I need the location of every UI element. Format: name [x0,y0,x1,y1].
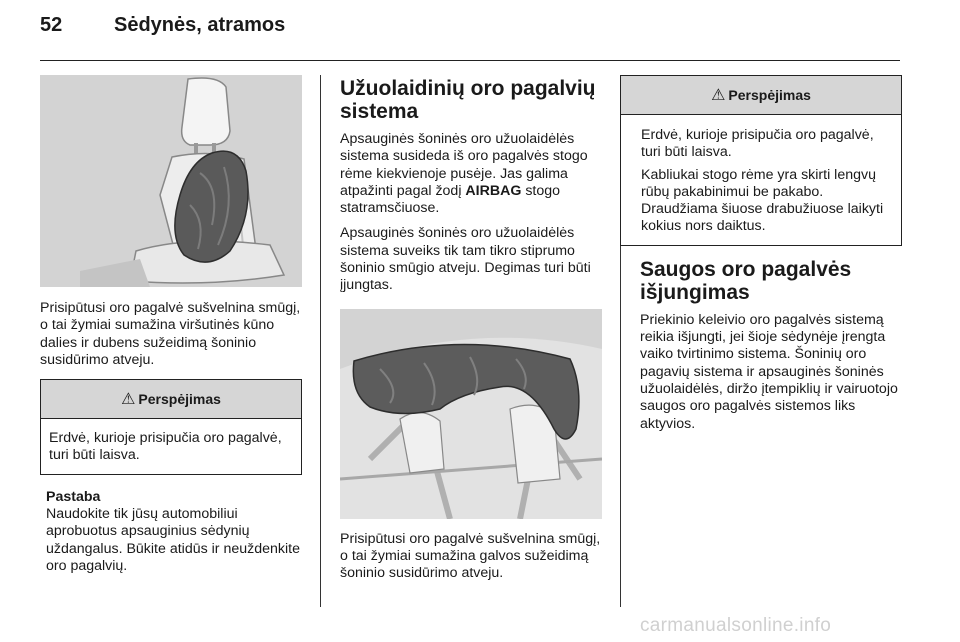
airbag-marking: AIRBAG [465,182,522,199]
seat-airbag-illustration [40,75,302,287]
column-divider-1 [320,75,321,607]
section-heading-airbag-deactivation: Saugos oro pagalvės išjungimas [640,257,852,304]
caption-curtain-airbag: Prisipūtusi oro pagalvė sušvelnina smūgį, o tai žymiai sumažina galvos sužeidimą šoninio susidūrimo atveju. [340,530,601,582]
para1-tail: stogo statramsčiuose. [340,182,561,217]
note-block [40,489,302,575]
para1-text: Apsauginės šoninės oro užuolaidėlės sistema susideda iš oro pagalvės stogo rėme kiekvienoje pusėje. Jas galima atpažinti pagal žodį [340,131,588,199]
warning-body [621,115,901,245]
warning-box-left [40,379,302,475]
section-heading-curtain-airbag: Užuolaidinių oro pagalvių sistema [340,77,596,123]
warning-title: Perspėjimas [138,391,221,408]
watermark: carmanualsonline.info [640,615,832,636]
page-title: Sėdynės, atramos [114,14,286,36]
warning-text-1: Erdvė, kurioje prisipučia oro pagalvė, turi būti laisva. [641,127,874,161]
page-number: 52 [40,14,63,36]
warning-body [41,419,301,474]
warning-header [41,380,301,419]
warning-box-right [620,75,902,246]
caption-seat-airbag: Prisipūtusi oro pagalvė sušvelnina smūgį, o tai žymiai sumažina viršutinės kūno dalies ir dubens sužeidimą šoninio susidūrimo atveju. [40,300,301,368]
column-left [40,75,302,575]
note-text: Naudokite tik jūsų automobiliui aprobuotus apsauginius sėdynių uždangalus. Būkite atidūs ir neuždenkite oro pagalvių. [46,506,300,574]
seat-airbag-figure [40,75,302,287]
warning-header [621,76,901,115]
curtain-airbag-description [340,131,602,217]
warning-title: Perspėjimas [728,87,811,103]
warning-triangle-icon: ⚠ [711,87,726,104]
warning-text-2: Kabliukai stogo rėme yra skirti lengvų rūbų pakabinimui be pakabo. Draudžiama šiuose drabužiuose laikyti kokius nors daiktus. [641,166,884,235]
curtain-airbag-illustration [340,309,602,519]
warning-text: Erdvė, kurioje prisipučia oro pagalvė, turi būti laisva. [49,430,282,464]
curtain-airbag-figure [340,309,602,519]
note-title: Pastaba [46,488,101,505]
column-right [620,75,902,433]
airbag-deactivation-text: Priekinio keleivio oro pagalvės sistemą reikia išjungti, jei šioje sėdynėje įrengta vaiko tvirtinimo sistema. Šoninių oro pagavių sistema ir apsauginės šoninės užuolaidėlės, diržo įtempiklių ir vairuotojo saugos oro pagalvės sistemos liks aktyvios. [640,311,898,432]
column-middle [340,75,602,583]
curtain-airbag-deployment: Apsauginės šoninės oro užuolaidėlės sistema suveiks tik tam tikro stiprumo šoninio smūgio atveju. Degimas turi būti įjungtas. [340,225,591,294]
header-rule [40,60,900,61]
warning-triangle-icon: ⚠ [121,391,136,409]
